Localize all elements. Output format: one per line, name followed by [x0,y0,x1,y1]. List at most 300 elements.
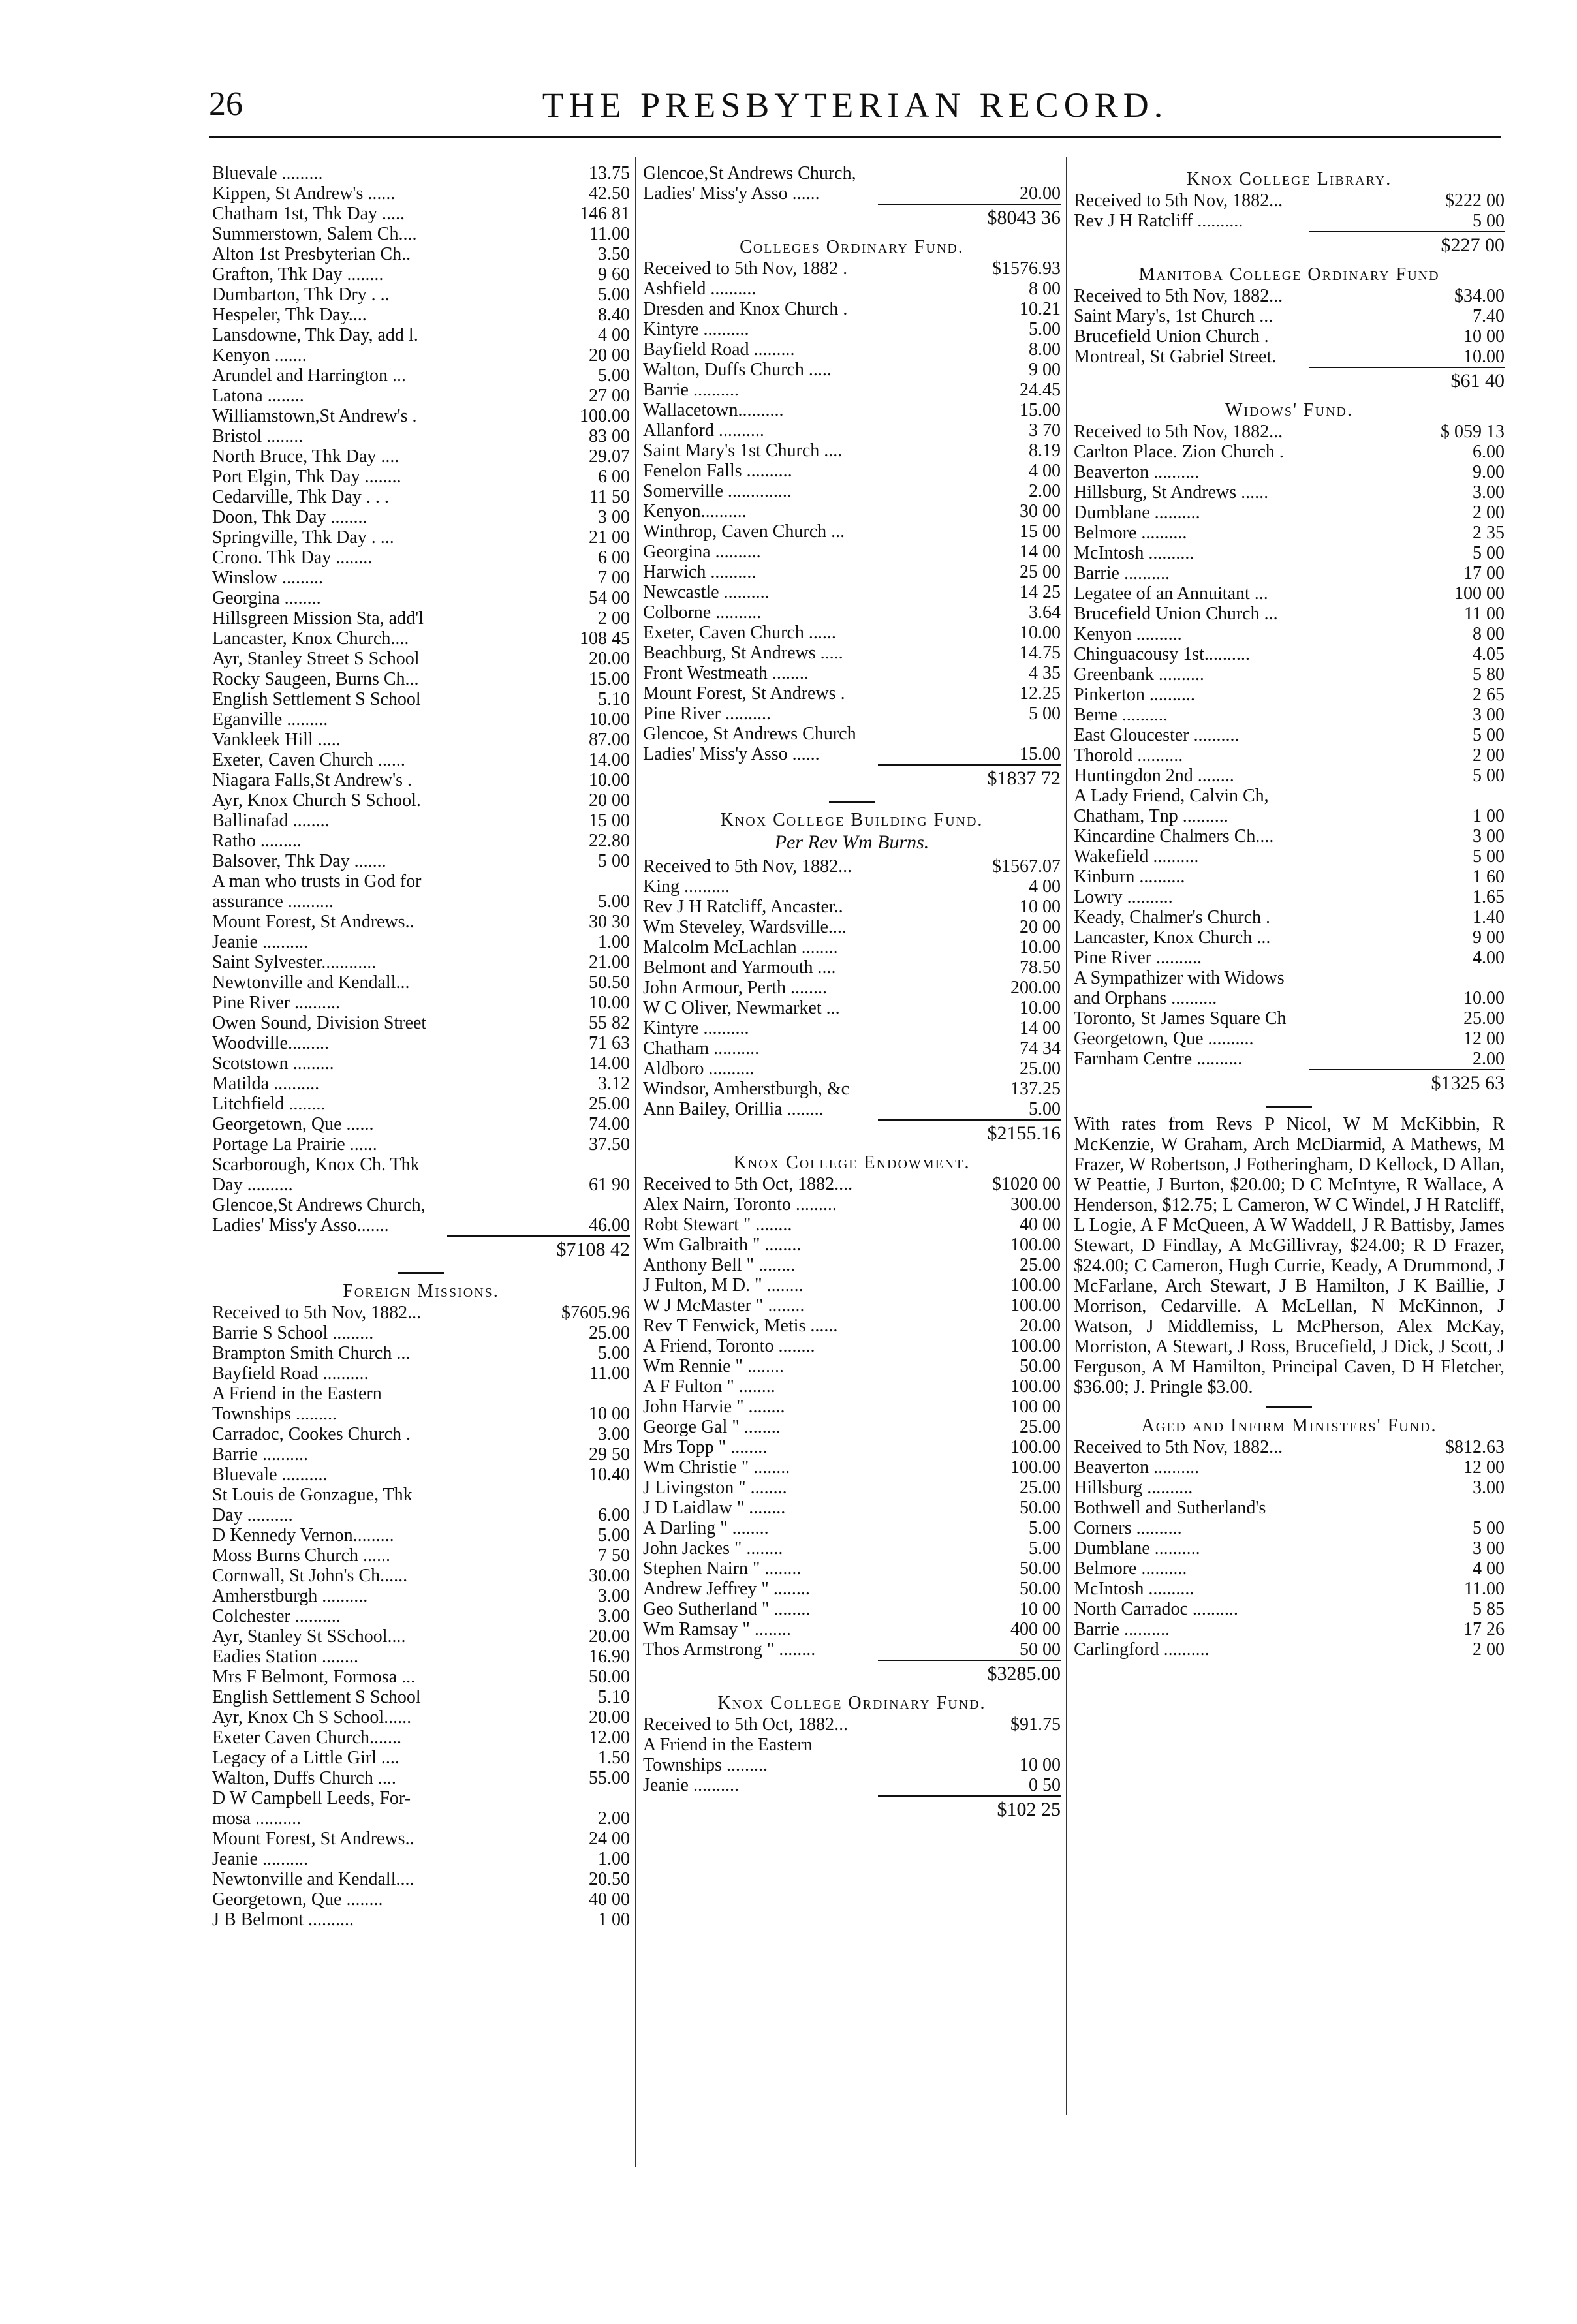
ledger-row [1074,543,1505,563]
entry-amount: 8.00 [1029,339,1061,360]
entry-label: Received to 5th Nov, 1882... [1074,286,1283,306]
entry-amount: 1.50 [598,1748,630,1768]
entries-list [643,258,1061,764]
entry-amount: $ 059 13 [1441,422,1505,442]
entry-label: Scarborough, Knox Ch. Thk [212,1154,420,1175]
ledger-row [212,1525,630,1545]
ledger-row [643,1619,1061,1639]
entry-amount: 100 00 [1010,1397,1061,1417]
ledger-row [212,1586,630,1606]
entry-label: Windsor, Amherstburgh, &c [643,1079,850,1099]
ledger-row [1074,523,1505,543]
entry-amount: 25.00 [1020,1255,1061,1275]
ledger-row [212,1134,630,1154]
ledger-row [643,1775,1061,1795]
entry-amount: 3.00 [598,1586,630,1606]
entry-label: East Gloucester .......... [1074,725,1240,745]
ledger-row [212,649,630,669]
entry-label: Colborne .......... [643,602,762,623]
entry-label: Lansdowne, Thk Day, add l. [212,325,418,345]
entry-amount: 200.00 [1010,978,1061,998]
ledger-row [1074,1558,1505,1579]
entry-amount: $1576.93 [992,258,1061,279]
entry-amount: 10 00 [589,1404,630,1424]
entry-amount: 20.00 [1020,1316,1061,1336]
entry-label: Chinguacousy 1st.......... [1074,644,1250,664]
entry-label: Balsover, Thk Day ....... [212,851,386,871]
entry-amount: 71 63 [589,1033,630,1053]
section-total: $227 00 [1309,231,1505,258]
ledger-row [212,891,630,912]
ledger-row [1074,604,1505,624]
entry-label: Lowry .......... [1074,887,1173,907]
ledger-row [643,1038,1061,1059]
entry-amount: 5 00 [1473,543,1505,563]
entry-amount: 25.00 [1020,1059,1061,1079]
entry-label: Kenyon .......... [1074,624,1182,644]
entry-amount: 100.00 [1010,1376,1061,1397]
entry-label: Doon, Thk Day ........ [212,507,367,527]
ledger-row [643,319,1061,339]
entry-label: J D Laidlaw " ........ [643,1498,786,1518]
ledger-row [212,446,630,467]
ledger-row [1074,191,1505,211]
entry-amount: 8.19 [1029,441,1061,461]
ledger-row [643,602,1061,623]
entry-amount: 20.50 [589,1869,630,1889]
entry-amount: 10 00 [1020,897,1061,917]
entry-label: Jeanie .......... [212,932,308,952]
entry-amount: 3.00 [1473,1478,1505,1498]
entry-amount: 5.00 [598,1525,630,1545]
entry-amount: 3 00 [1473,705,1505,725]
entry-amount: 400 00 [1010,1619,1061,1639]
entry-label: A Sympathizer with Widows [1074,968,1285,988]
ledger-row [643,1558,1061,1579]
ledger-row [643,1018,1061,1038]
ledger-row [212,1114,630,1134]
ledger-row [643,937,1061,957]
column-3 [1074,163,1505,1660]
entry-label: Kintyre .......... [643,1018,749,1038]
entry-amount: 10.00 [1463,347,1505,367]
entry-amount: 1.65 [1473,887,1505,907]
entry-amount: 5 00 [1473,846,1505,867]
entry-amount: 5.10 [598,689,630,709]
entry-label: George Gal " ........ [643,1417,781,1437]
entries-list [1074,191,1505,231]
entry-label: Niagara Falls,St Andrew's . [212,770,413,790]
entry-amount: 50.00 [1020,1356,1061,1376]
ledger-row [643,1099,1061,1119]
ledger-row [1074,1478,1505,1498]
entry-amount: 5.00 [598,285,630,305]
ledger-row [643,1478,1061,1498]
entry-amount: $34.00 [1454,286,1505,306]
entry-amount: 3 70 [1029,420,1061,441]
ledger-row [643,1599,1061,1619]
entry-label: Bluevale .......... [212,1464,328,1485]
entry-amount: 2 00 [1473,503,1505,523]
ledger-row [1074,1518,1505,1538]
entries-list [643,163,1061,204]
entry-amount: 10.40 [589,1464,630,1485]
entry-amount: 3.50 [598,244,630,264]
entry-label: Ballinafad ........ [212,811,330,831]
ledger-row [643,461,1061,481]
entry-amount: 25.00 [589,1094,630,1114]
entry-amount: 4 00 [1473,1558,1505,1579]
entry-amount: 5 00 [1473,211,1505,231]
entry-amount: 3.12 [598,1074,630,1094]
ledger-row [1074,1049,1505,1069]
ledger-row [212,1768,630,1788]
entry-label: Cedarville, Thk Day . . . [212,487,389,507]
entry-amount: 30 30 [589,912,630,932]
entry-amount: 61 90 [589,1175,630,1195]
ledger-row [212,811,630,831]
ledger-row [212,1175,630,1195]
entry-label: Beaverton .......... [1074,462,1200,482]
entry-amount: 3.00 [598,1606,630,1626]
ledger-row [212,1444,630,1464]
ledger-row [1074,948,1505,968]
entries-list [212,1303,630,1930]
entry-label: Somerville .............. [643,481,792,501]
ledger-row [643,1174,1061,1194]
ledger-row [212,1606,630,1626]
entry-amount: 30.00 [589,1566,630,1586]
entry-label: Brucefield Union Church ... [1074,604,1278,624]
entry-amount: 5.00 [598,891,630,912]
ledger-row [212,1094,630,1114]
ledger-row [212,932,630,952]
entry-amount: 5 00 [598,851,630,871]
section-separator [1266,1106,1312,1108]
entry-amount: $1020 00 [992,1174,1061,1194]
entry-label: Bothwell and Sutherland's [1074,1498,1266,1518]
entry-label: Wallacetown.......... [643,400,784,420]
ledger-row [1074,442,1505,462]
entry-label: J B Belmont .......... [212,1910,354,1930]
page-number: 26 [209,85,243,123]
ledger-row [1074,503,1505,523]
entry-label: Exeter, Caven Church ...... [212,750,405,770]
entry-label: Woodville......... [212,1033,329,1053]
ledger-row [643,744,1061,764]
entry-amount: 11 00 [1464,604,1505,624]
entry-amount: 74 34 [1020,1038,1061,1059]
entry-label: A Friend, Toronto ........ [643,1336,815,1356]
entry-label: Corners .......... [1074,1518,1182,1538]
entry-label: Kintyre .......... [643,319,749,339]
entry-amount: 14.00 [589,750,630,770]
entry-amount: 15.00 [589,669,630,689]
entry-label: Ratho ......... [212,831,302,851]
entry-amount: 20.00 [1020,183,1061,204]
entry-amount: 20 00 [589,345,630,365]
entry-amount: 83 00 [589,426,630,446]
entry-amount: 15.00 [1020,744,1061,764]
entry-label: Belmore .......... [1074,523,1187,543]
ledger-row [212,325,630,345]
entry-label: Mrs F Belmont, Formosa ... [212,1667,416,1687]
entry-label: Newcastle .......... [643,582,770,602]
ledger-row [643,501,1061,521]
entry-amount: 5.10 [598,1687,630,1707]
entry-amount: 8 00 [1029,279,1061,299]
ledger-row [212,204,630,224]
entry-label: W J McMaster " ........ [643,1295,805,1316]
section-total: $3285.00 [878,1660,1061,1687]
ledger-row [212,1154,630,1175]
entry-label: A F Fulton " ........ [643,1376,775,1397]
entry-amount: 46.00 [589,1215,630,1235]
entry-amount: 37.50 [589,1134,630,1154]
entry-label: Wm Christie " ........ [643,1457,790,1478]
entry-label: Summerstown, Salem Ch.... [212,224,417,244]
entry-amount: $812.63 [1445,1437,1505,1457]
ledger-row [212,487,630,507]
entry-amount: 54 00 [589,588,630,608]
entry-amount: 11 50 [589,487,630,507]
ledger-row [1074,826,1505,846]
ledger-row [643,1255,1061,1275]
ledger-row [212,1566,630,1586]
entry-amount: 10.00 [1020,937,1061,957]
entry-label: Andrew Jeffrey " ........ [643,1579,810,1599]
ledger-row [643,380,1061,400]
entry-amount: 25.00 [589,1323,630,1343]
entry-label: Springville, Thk Day . ... [212,527,394,548]
entry-amount: 21 00 [589,527,630,548]
ledger-row [1074,766,1505,786]
entry-label: Wm Galbraith " ........ [643,1235,802,1255]
ledger-row [643,1755,1061,1775]
entry-amount: 108 45 [580,628,630,649]
entry-amount: 13.75 [589,163,630,183]
ledger-row [643,1316,1061,1336]
entry-label: Portage La Prairie ...... [212,1134,377,1154]
entry-amount: 14 00 [1020,1018,1061,1038]
ledger-row [643,876,1061,897]
ledger-row [212,1013,630,1033]
ledger-row [1074,306,1505,326]
entry-label: Georgetown, Que .......... [1074,1029,1254,1049]
ledger-row [1074,347,1505,367]
ledger-row [212,1889,630,1910]
ledger-row [643,957,1061,978]
entry-amount: 100.00 [580,406,630,426]
entry-label: English Settlement S School [212,1687,421,1707]
entry-label: Moss Burns Church ...... [212,1545,391,1566]
ledger-row [643,360,1061,380]
entry-label: Belmont and Yarmouth .... [643,957,836,978]
entries-list [643,1174,1061,1660]
entry-label: Winslow ......... [212,568,323,588]
ledger-row [212,1033,630,1053]
entry-amount: 50.00 [589,1667,630,1687]
ledger-row [643,1336,1061,1356]
entry-label: Aldboro .......... [643,1059,755,1079]
ledger-row [643,542,1061,562]
entry-amount: 50.00 [1020,1558,1061,1579]
entry-label: Allanford .......... [643,420,764,441]
ledger-row [212,1849,630,1869]
entry-amount: 9.00 [1473,462,1505,482]
ledger-row [212,1545,630,1566]
ledger-row [1074,286,1505,306]
ledger-row [643,582,1061,602]
entry-label: Hespeler, Thk Day.... [212,305,367,325]
entry-label: D Kennedy Vernon......... [212,1525,394,1545]
entry-label: Wm Steveley, Wardsville.... [643,917,847,937]
entry-amount: 10.00 [1020,998,1061,1018]
ledger-row [1074,1579,1505,1599]
entry-amount: 27 00 [589,386,630,406]
ledger-row [643,1059,1061,1079]
entry-amount: 25.00 [1463,1008,1505,1029]
entry-amount: 14 25 [1020,582,1061,602]
ledger-row [1074,211,1505,231]
ledger-row [212,1485,630,1505]
entry-label: Barrie .......... [1074,563,1170,583]
entry-label: Carlton Place. Zion Church . [1074,442,1284,462]
entry-amount: 5 00 [1029,704,1061,724]
entry-label: Pine River .......... [643,704,771,724]
ledger-row [212,1363,630,1384]
entry-label: Eganville ......... [212,709,328,730]
entry-label: Ayr, Knox Ch S School...... [212,1707,412,1728]
ledger-row [1074,1437,1505,1457]
entry-label: Georgetown, Que ........ [212,1889,383,1910]
entries-list [643,1714,1061,1795]
entry-label: Harwich .......... [643,562,757,582]
entry-amount: 9 00 [1473,927,1505,948]
section-total: $8043 36 [878,204,1061,231]
ledger-row [1074,968,1505,988]
entry-amount: 2 35 [1473,523,1505,543]
ledger-row [643,623,1061,643]
entry-label: Received to 5th Oct, 1882... [643,1714,849,1735]
ledger-row [1074,1619,1505,1639]
ledger-row [1074,644,1505,664]
ledger-row [212,912,630,932]
ledger-row [643,339,1061,360]
ledger-row [643,643,1061,663]
ledger-row [1074,422,1505,442]
entry-amount: 74.00 [589,1114,630,1134]
entry-label: Rev T Fenwick, Metis ...... [643,1316,838,1336]
rates-paragraph: With rates from Revs P Nicol, W M McKibbin, R McKenzie, W Graham, Arch McDiarmid, A Mathews, M Frazer, W Robertson, J Fotheringham, D Kellock, D Allan, W Peattie, J Burton, $20.00; D C McIntyre, R Wallace, A Henderson, $12.75; L Cameron, W C Windel, J H Ratcliff, L Logie, A F McQueen, A W Waddell, J R Battisby, James Stewart, D Findlay, A McGillivray, $24.00; R D Frazer, $24.00; C Cameron, Hugh Currie, Keady, A Drummond, J McFarlane, Arch Stewart, J B Hamilton, J K Baillie, J Morrison, Cedarville. A McLellan, N McKinnon, J Watson, J Middlemiss, L McPherson, Alex McKay, Morriston, A Stewart, J Ross, Brucefield, J Dick, J Scott, J Ferguson, A M Hamilton, Principal Caven, D H Fletcher, $36.00; J. Pringle $3.00. [1074,1114,1505,1397]
entry-amount: 30 00 [1020,501,1061,521]
entry-label: McIntosh .......... [1074,1579,1194,1599]
section-heading: Manitoba College Ordinary Fund [1138,264,1440,285]
ledger-row [643,998,1061,1018]
ledger-row [643,724,1061,744]
ledger-row [212,1464,630,1485]
entry-label: North Carradoc .......... [1074,1599,1238,1619]
entry-amount: 5.00 [598,365,630,386]
column-1 [212,163,630,1930]
entry-label: Cornwall, St John's Ch...... [212,1566,408,1586]
ledger-row [212,244,630,264]
entry-amount: 5.00 [1029,1518,1061,1538]
ledger-row [212,1215,630,1235]
ledger-row [643,521,1061,542]
ledger-row [212,406,630,426]
entry-label: Exeter Caven Church....... [212,1728,402,1748]
entry-amount: 3.00 [1473,482,1505,503]
section-separator [1266,1406,1312,1408]
entry-label: Kenyon.......... [643,501,747,521]
entry-label: Thos Armstrong " ........ [643,1639,816,1660]
ledger-row [212,285,630,305]
entry-label: John Armour, Perth ........ [643,978,827,998]
ledger-row [643,1417,1061,1437]
ledger-row [1074,563,1505,583]
entry-label: Georgina .......... [643,542,761,562]
section-heading: Knox College Ordinary Fund. [717,1693,986,1713]
entry-amount: 4 00 [1029,461,1061,481]
ledger-row [643,1579,1061,1599]
entry-label: Thorold .......... [1074,745,1183,766]
column-divider [1066,157,1067,2115]
entry-label: Hillsburg, St Andrews ...... [1074,482,1269,503]
entry-label: Ladies' Miss'y Asso ...... [643,183,820,204]
ledger-row [643,1498,1061,1518]
entry-label: Lancaster, Knox Church.... [212,628,409,649]
entry-label: Townships ......... [212,1404,337,1424]
ledger-row [643,704,1061,724]
entry-amount: 1 00 [1473,806,1505,826]
entry-amount: 50 00 [1020,1639,1061,1660]
entry-amount: 5.00 [1029,319,1061,339]
ledger-row [212,1667,630,1687]
entry-amount: $91.75 [1010,1714,1061,1735]
ledger-row [212,851,630,871]
entry-amount: 9 00 [1029,360,1061,380]
entry-label: Received to 5th Nov, 1882... [643,856,852,876]
ledger-row [1074,1498,1505,1518]
entry-label: Grafton, Thk Day ........ [212,264,384,285]
entry-label: Geo Sutherland " ........ [643,1599,811,1619]
entry-amount: 7.40 [1473,306,1505,326]
entry-label: W C Oliver, Newmarket ... [643,998,840,1018]
entry-amount: 24.45 [1020,380,1061,400]
ledger-row [212,750,630,770]
ledger-row [1074,1029,1505,1049]
ledger-row [1074,1457,1505,1478]
entry-amount: 14 00 [1020,542,1061,562]
ledger-row [643,1714,1061,1735]
entry-label: Barrie .......... [643,380,739,400]
entry-label: Lancaster, Knox Church ... [1074,927,1271,948]
entry-label: Williamstown,St Andrew's . [212,406,417,426]
entry-label: Wm Ramsay " ........ [643,1619,791,1639]
entry-amount: 10.00 [589,770,630,790]
ledger-row [643,917,1061,937]
ledger-row [643,1639,1061,1660]
entry-label: Bristol ........ [212,426,304,446]
ledger-row [212,790,630,811]
entry-label: Walton, Duffs Church .... [212,1768,396,1788]
ledger-row [643,1295,1061,1316]
entry-label: Georgina ........ [212,588,321,608]
ledger-row [212,1808,630,1829]
entry-label: Scotstown ......... [212,1053,334,1074]
entries-list [1074,1437,1505,1660]
